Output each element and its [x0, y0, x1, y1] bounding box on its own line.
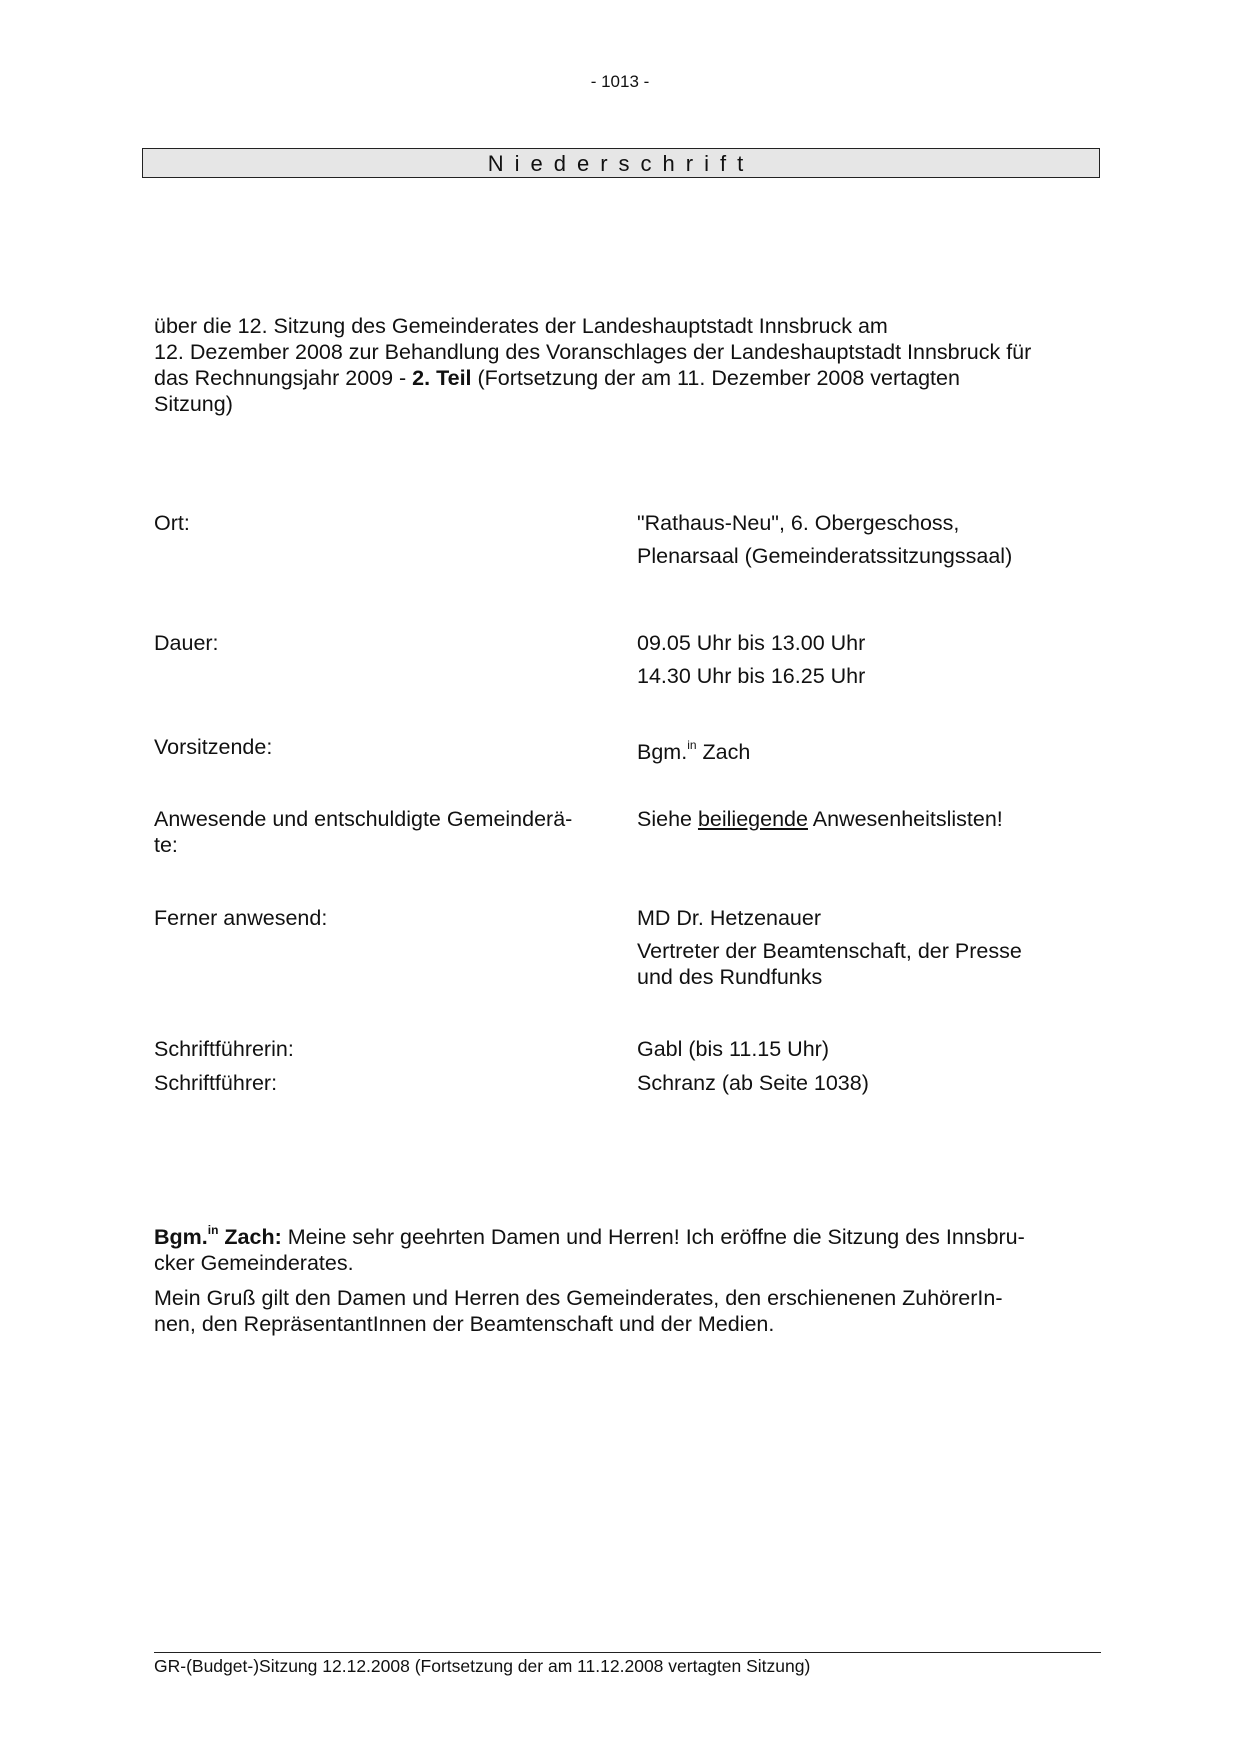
ort-label: Ort:: [154, 511, 190, 535]
intro-line: Sitzung): [154, 392, 233, 416]
schriftfuehrerin-label: Schriftführerin:: [154, 1037, 294, 1061]
intro-bold-part: 2. Teil: [412, 366, 472, 390]
ferner-value-line: und des Rundfunks: [637, 965, 823, 989]
vorsitz-sup: in: [687, 738, 697, 752]
intro-line: 12. Dezember 2008 zur Behandlung des Voranschlages der Landeshauptstadt Innsbruck für: [154, 340, 1032, 364]
speech-paragraph-2: [154, 1285, 1094, 1337]
dauer-label: Dauer:: [154, 631, 219, 655]
intro-line: über die 12. Sitzung des Gemeinderates der Landeshauptstadt Innsbruck am: [154, 314, 888, 338]
speech-line: Meine sehr geehrten Damen und Herren! Ich eröffne die Sitzung des Innsbru-: [281, 1225, 1025, 1250]
page-footer: GR-(Budget-)Sitzung 12.12.2008 (Fortsetzung der am 11.12.2008 vertagten Sitzung): [154, 1656, 811, 1676]
schriftfuehrer-label: Schriftführer:: [154, 1071, 278, 1095]
intro-line: (Fortsetzung der am 11. Dezember 2008 vertagten: [471, 366, 960, 390]
ferner-value-line: Vertreter der Beamtenschaft, der Presse: [637, 939, 1022, 963]
anwesend-pre: Siehe: [637, 807, 698, 831]
speaker-surname: Zach:: [218, 1225, 282, 1250]
anwesend-label: [154, 806, 614, 858]
dauer-value-line: 09.05 Uhr bis 13.00 Uhr: [637, 631, 866, 655]
speech-line: nen, den RepräsentantInnen der Beamtenschaft und der Medien.: [154, 1312, 775, 1336]
anwesend-post: Anwesenheitslisten!: [807, 807, 1003, 831]
speech-line: Mein Gruß gilt den Damen und Herren des Gemeinderates, den erschienenen ZuhörerIn-: [154, 1286, 1003, 1310]
ort-value: [637, 510, 1097, 569]
anwesend-label-line: Anwesende und entschuldigte Gemeinderä-: [154, 807, 573, 831]
anwesend-underlined: beiliegende: [697, 807, 808, 831]
vorsitz-name: Zach: [696, 740, 751, 765]
anwesend-value: [637, 806, 1097, 832]
ort-value-line: Plenarsaal (Gemeinderatssitzungssaal): [637, 544, 1013, 568]
document-title: Niederschrift: [142, 148, 1100, 178]
schriftfuehrer-value: Schranz (ab Seite 1038): [637, 1071, 869, 1095]
ferner-value-line: MD Dr. Hetzenauer: [637, 906, 822, 930]
speaker-name: [154, 1225, 282, 1249]
vorsitz-value: [637, 734, 1097, 765]
speech-paragraph-1: [154, 1219, 1094, 1276]
speaker-sup: in: [207, 1223, 219, 1237]
anwesend-label-line: te:: [154, 833, 178, 857]
schriftfuehrerin-value: Gabl (bis 11.15 Uhr): [637, 1037, 829, 1061]
intro-paragraph: [154, 313, 1114, 417]
ort-value-line: "Rathaus-Neu", 6. Obergeschoss,: [637, 511, 960, 535]
dauer-value-line: 14.30 Uhr bis 16.25 Uhr: [637, 664, 866, 688]
vorsitz-prefix: Bgm.: [637, 740, 688, 765]
ferner-value: [637, 905, 1097, 990]
speech-line: cker Gemeinderates.: [154, 1251, 354, 1276]
ferner-label: Ferner anwesend:: [154, 906, 328, 930]
dauer-value: [637, 630, 1097, 689]
vorsitz-label: Vorsitzende:: [154, 735, 273, 759]
footer-divider: [154, 1652, 1101, 1653]
speaker-prefix: Bgm.: [154, 1225, 208, 1250]
intro-line: das Rechnungsjahr 2009 -: [154, 366, 413, 390]
page-number: - 1013 -: [590, 72, 650, 91]
